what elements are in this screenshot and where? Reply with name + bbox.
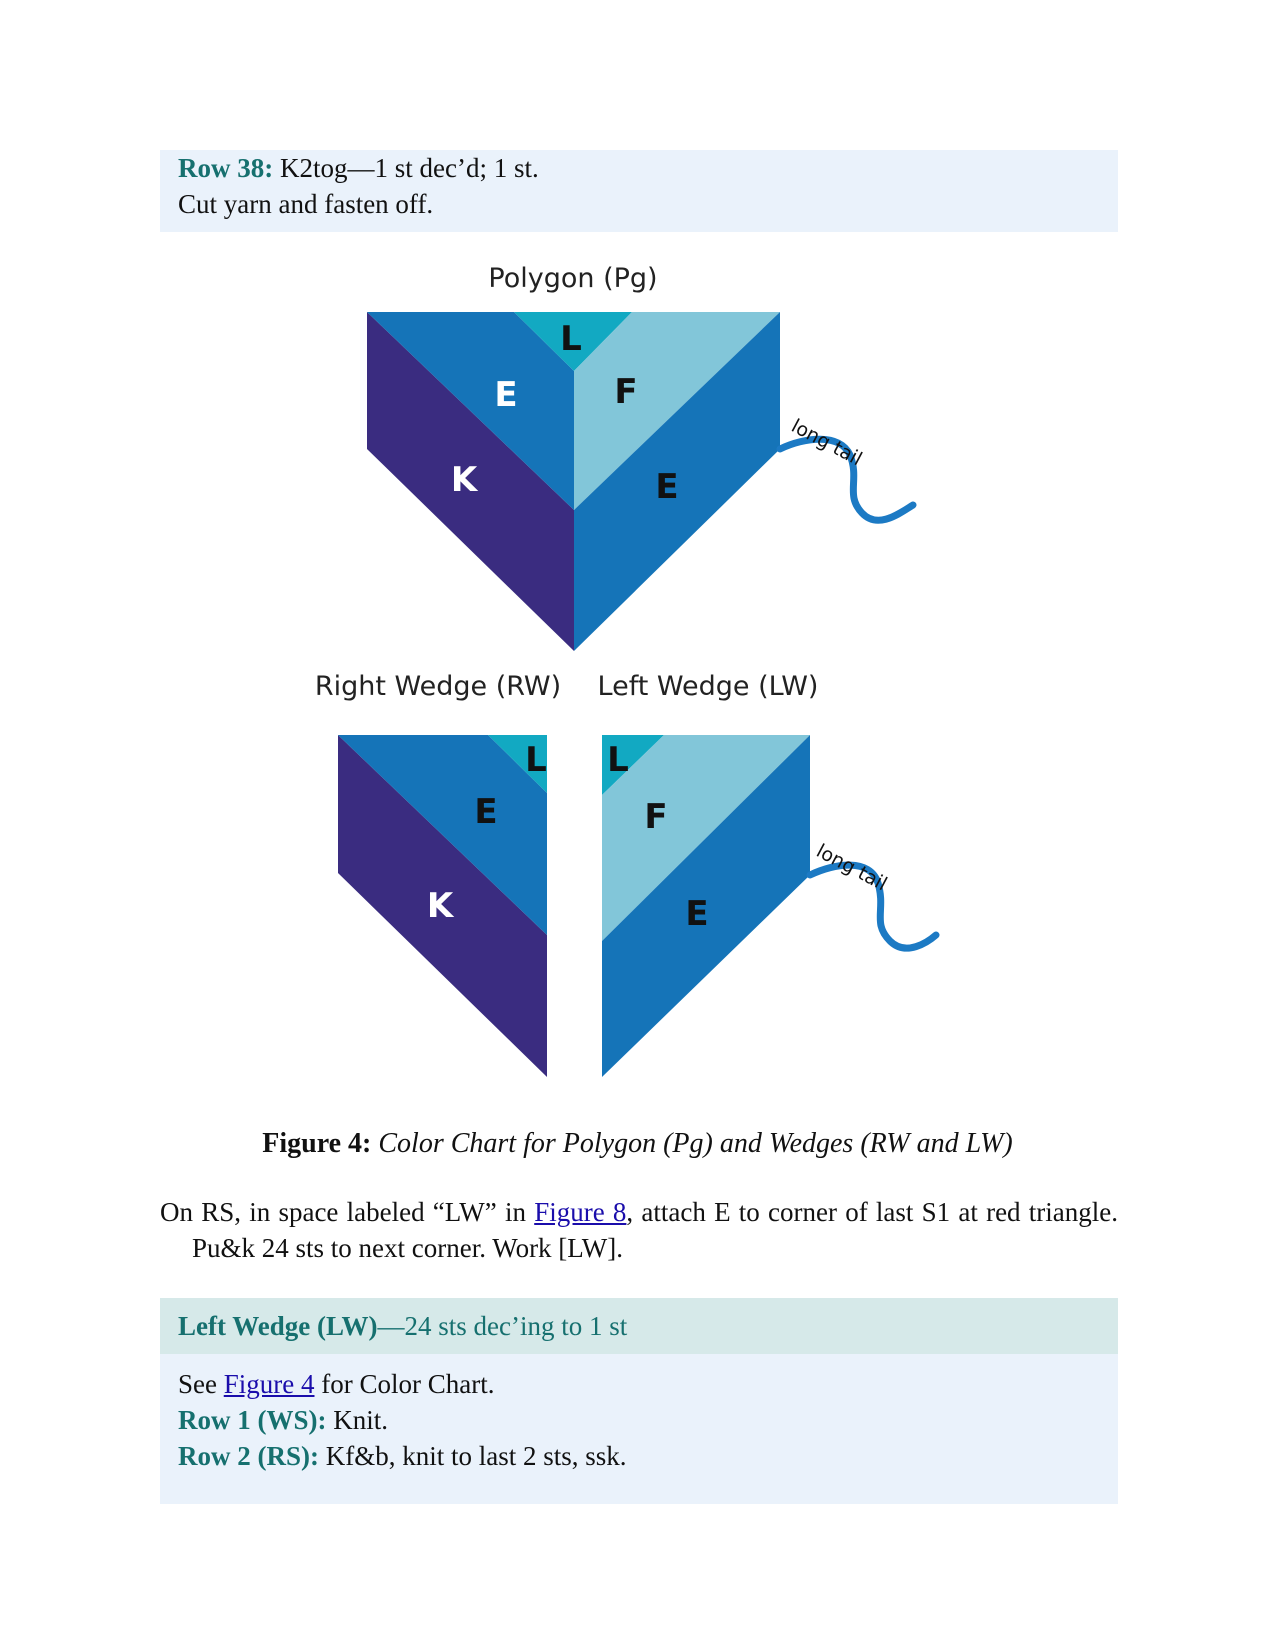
lw-tail-label: long tail bbox=[812, 839, 891, 896]
para-after-link: , attach E to corner of last S1 at red triangle. Pu&k 24 sts to next corner. Work [LW]. bbox=[192, 1197, 1118, 1263]
lw-letter-e: E bbox=[685, 894, 709, 934]
row38-box bbox=[160, 150, 1118, 232]
row1-line bbox=[178, 1402, 1100, 1438]
para-before-link: On RS, in space labeled “LW” in bbox=[160, 1197, 535, 1227]
row2-text: Kf&b, knit to last 2 sts, ssk. bbox=[319, 1441, 627, 1471]
left-wedge-title: Left Wedge (LW) bbox=[597, 671, 819, 702]
polygon-letter-e-right: E bbox=[655, 467, 679, 507]
lw-letter-f: F bbox=[644, 797, 668, 837]
rw-letter-k: K bbox=[426, 886, 454, 926]
row2-label: Row 2 (RS): bbox=[178, 1441, 319, 1471]
lw-section-body bbox=[160, 1354, 1118, 1504]
lw-header-bold: Left Wedge (LW) bbox=[178, 1311, 378, 1341]
row38-label: Row 38: bbox=[178, 153, 274, 183]
right-wedge-title: Right Wedge (RW) bbox=[314, 671, 562, 702]
see-before: See bbox=[178, 1369, 224, 1399]
polygon-title: Polygon (Pg) bbox=[488, 263, 658, 294]
lw-section-header bbox=[160, 1298, 1118, 1354]
color-chart-figure bbox=[0, 255, 1275, 1115]
see-line bbox=[178, 1366, 1100, 1402]
polygon-letter-e-left: E bbox=[494, 375, 518, 415]
row1-text: Knit. bbox=[326, 1405, 389, 1435]
lw-header-rest: —24 sts dec’ing to 1 st bbox=[377, 1311, 628, 1341]
figure-8-link[interactable]: Figure 8 bbox=[534, 1197, 627, 1227]
row38-text: K2tog—1 st dec’d; 1 st. bbox=[273, 153, 539, 183]
caption-bold: Figure 4: bbox=[262, 1128, 372, 1159]
row1-label: Row 1 (WS): bbox=[178, 1405, 327, 1435]
instruction-paragraph bbox=[160, 1194, 1118, 1266]
polygon-tail-label: long tail bbox=[787, 414, 866, 471]
lw-letter-l: L bbox=[607, 740, 629, 780]
row38-line2: Cut yarn and fasten off. bbox=[178, 189, 434, 219]
row38-line bbox=[178, 150, 1100, 186]
rw-letter-l: L bbox=[525, 740, 547, 780]
caption-italic: Color Chart for Polygon (Pg) and Wedges (RW and LW) bbox=[371, 1128, 1013, 1159]
figure-caption bbox=[0, 1126, 1275, 1162]
polygon-letter-l: L bbox=[560, 319, 582, 359]
polygon-letter-f: F bbox=[614, 372, 638, 412]
figure-4-link[interactable]: Figure 4 bbox=[223, 1369, 315, 1399]
row2-line bbox=[178, 1438, 1100, 1474]
rw-letter-e: E bbox=[474, 792, 498, 832]
polygon-letter-k: K bbox=[450, 460, 478, 500]
see-after: for Color Chart. bbox=[314, 1369, 495, 1399]
